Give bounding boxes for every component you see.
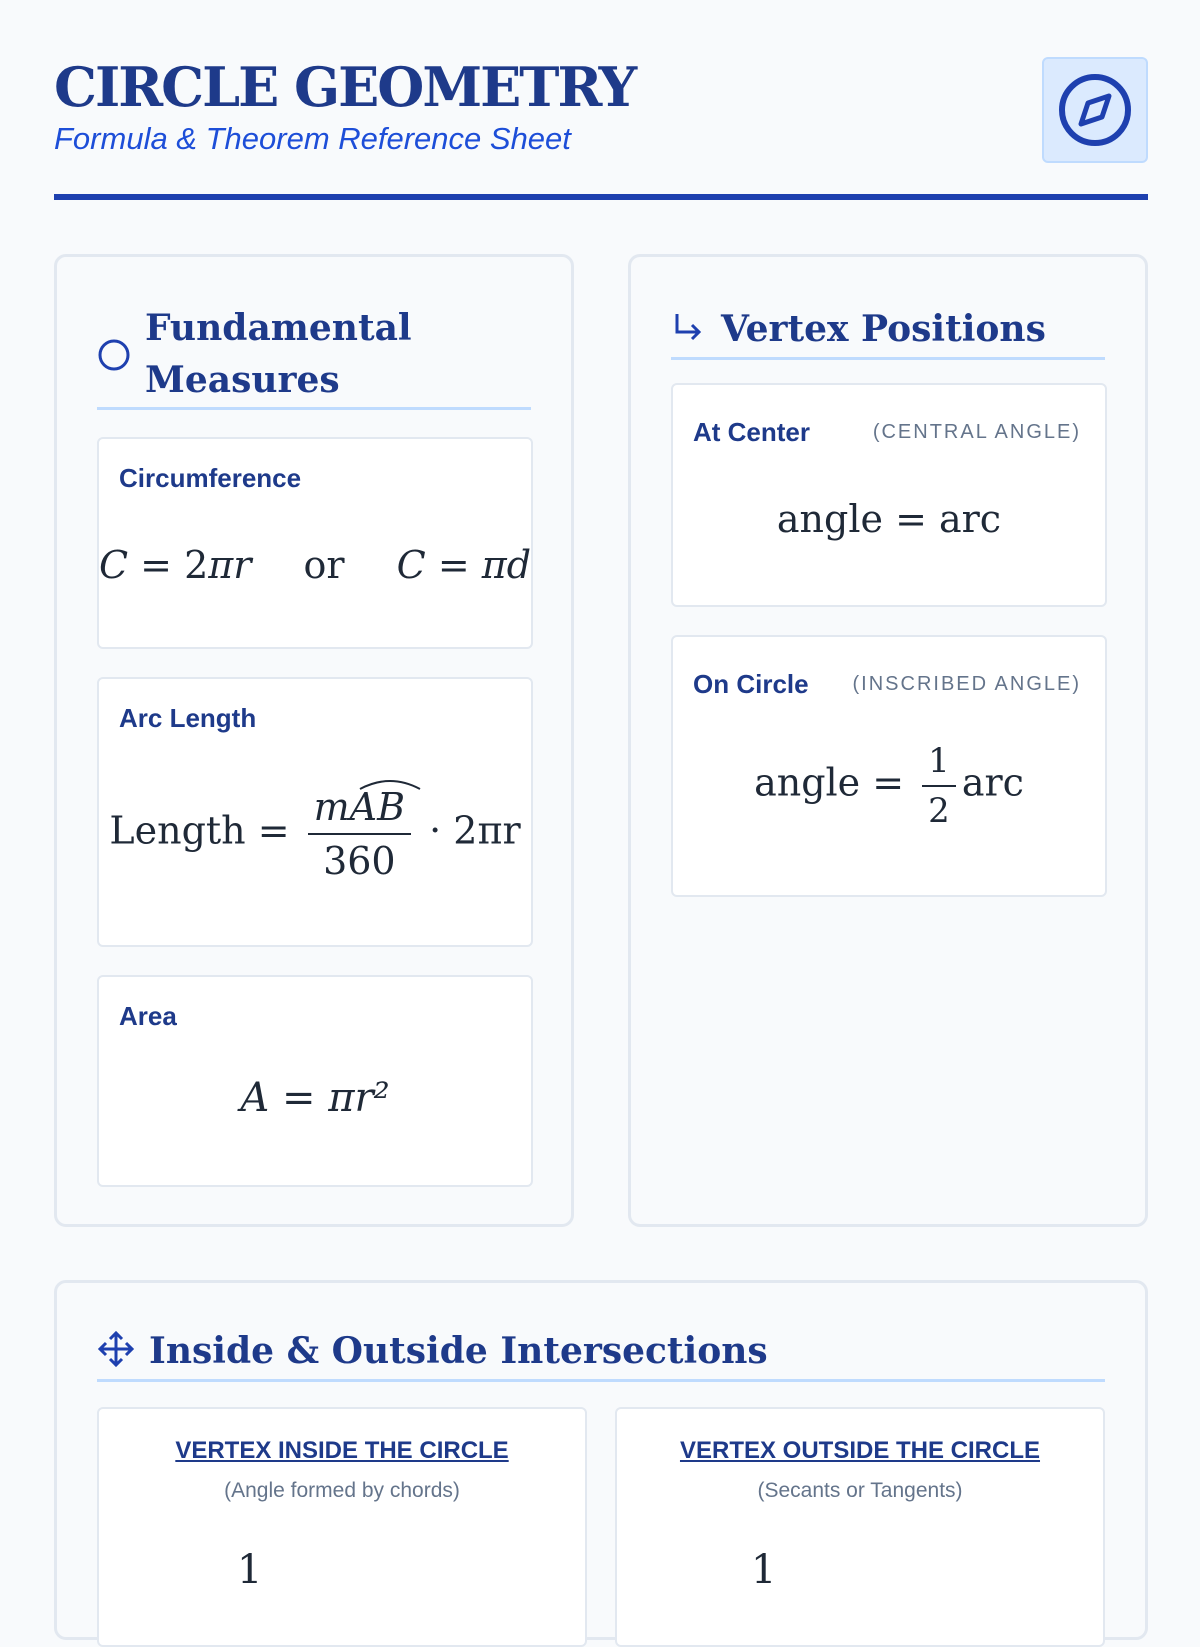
- card-label: Area: [119, 1001, 177, 1031]
- fraction-numerator: 1: [751, 1547, 777, 1593]
- card-label: On Circle: [693, 669, 809, 699]
- page-header: [54, 56, 1148, 158]
- card-note: (Angle formed by chords): [224, 1479, 460, 1502]
- move-arrows-icon: [97, 1330, 135, 1373]
- fundamental-measures-panel: [54, 254, 574, 1227]
- area-formula: A = πr²: [240, 1075, 390, 1121]
- intersections-panel: [54, 1280, 1148, 1640]
- arc-length-card: [97, 677, 533, 947]
- vertex-positions-panel: [628, 254, 1148, 1227]
- arrow-turn-right-icon: [671, 310, 705, 349]
- panel-title: Vertex Positions: [721, 308, 1046, 350]
- circumference-formula: C = 2πr or C = πd: [99, 543, 532, 587]
- panel-title: Inside & Outside Intersections: [149, 1330, 768, 1372]
- header-divider: [54, 194, 1148, 200]
- page-title: CIRCLE GEOMETRY: [54, 55, 636, 119]
- central-angle-formula: angle = arc: [776, 497, 1002, 541]
- compass-icon: [1042, 57, 1148, 163]
- circle-icon: [97, 338, 131, 377]
- panel-title: Fundamental Measures: [145, 307, 412, 401]
- circumference-card: [97, 437, 533, 649]
- arc-length-formula: Length = $\frac{\text{mAB}}{360}$ · 2πr: [99, 785, 531, 883]
- panel-header: [97, 1323, 1105, 1382]
- card-note: (CENTRAL ANGLE): [872, 421, 1081, 443]
- card-label: Arc Length: [119, 703, 257, 733]
- card-title: VERTEX OUTSIDE THE CIRCLE: [679, 1437, 1041, 1464]
- card-note: (Secants or Tangents): [757, 1479, 963, 1502]
- inscribed-angle-card: [671, 635, 1107, 897]
- card-title: VERTEX INSIDE THE CIRCLE: [175, 1437, 509, 1464]
- panel-header: [97, 301, 531, 410]
- page-subtitle: Formula & Theorem Reference Sheet: [54, 121, 571, 156]
- card-header: [617, 1437, 1103, 1503]
- card-note: (INSCRIBED ANGLE): [852, 673, 1081, 695]
- inscribed-angle-formula: angle = $\frac{1}{2}$ arc: [754, 741, 1024, 831]
- card-label: At Center: [693, 417, 811, 447]
- vertex-inside-card: [97, 1407, 587, 1647]
- card-header: [99, 1437, 585, 1503]
- fraction-numerator: 1: [237, 1547, 263, 1593]
- panel-header: [671, 301, 1105, 360]
- card-label: Circumference: [119, 463, 302, 493]
- vertex-outside-card: [615, 1407, 1105, 1647]
- area-card: [97, 975, 533, 1187]
- central-angle-card: [671, 383, 1107, 607]
